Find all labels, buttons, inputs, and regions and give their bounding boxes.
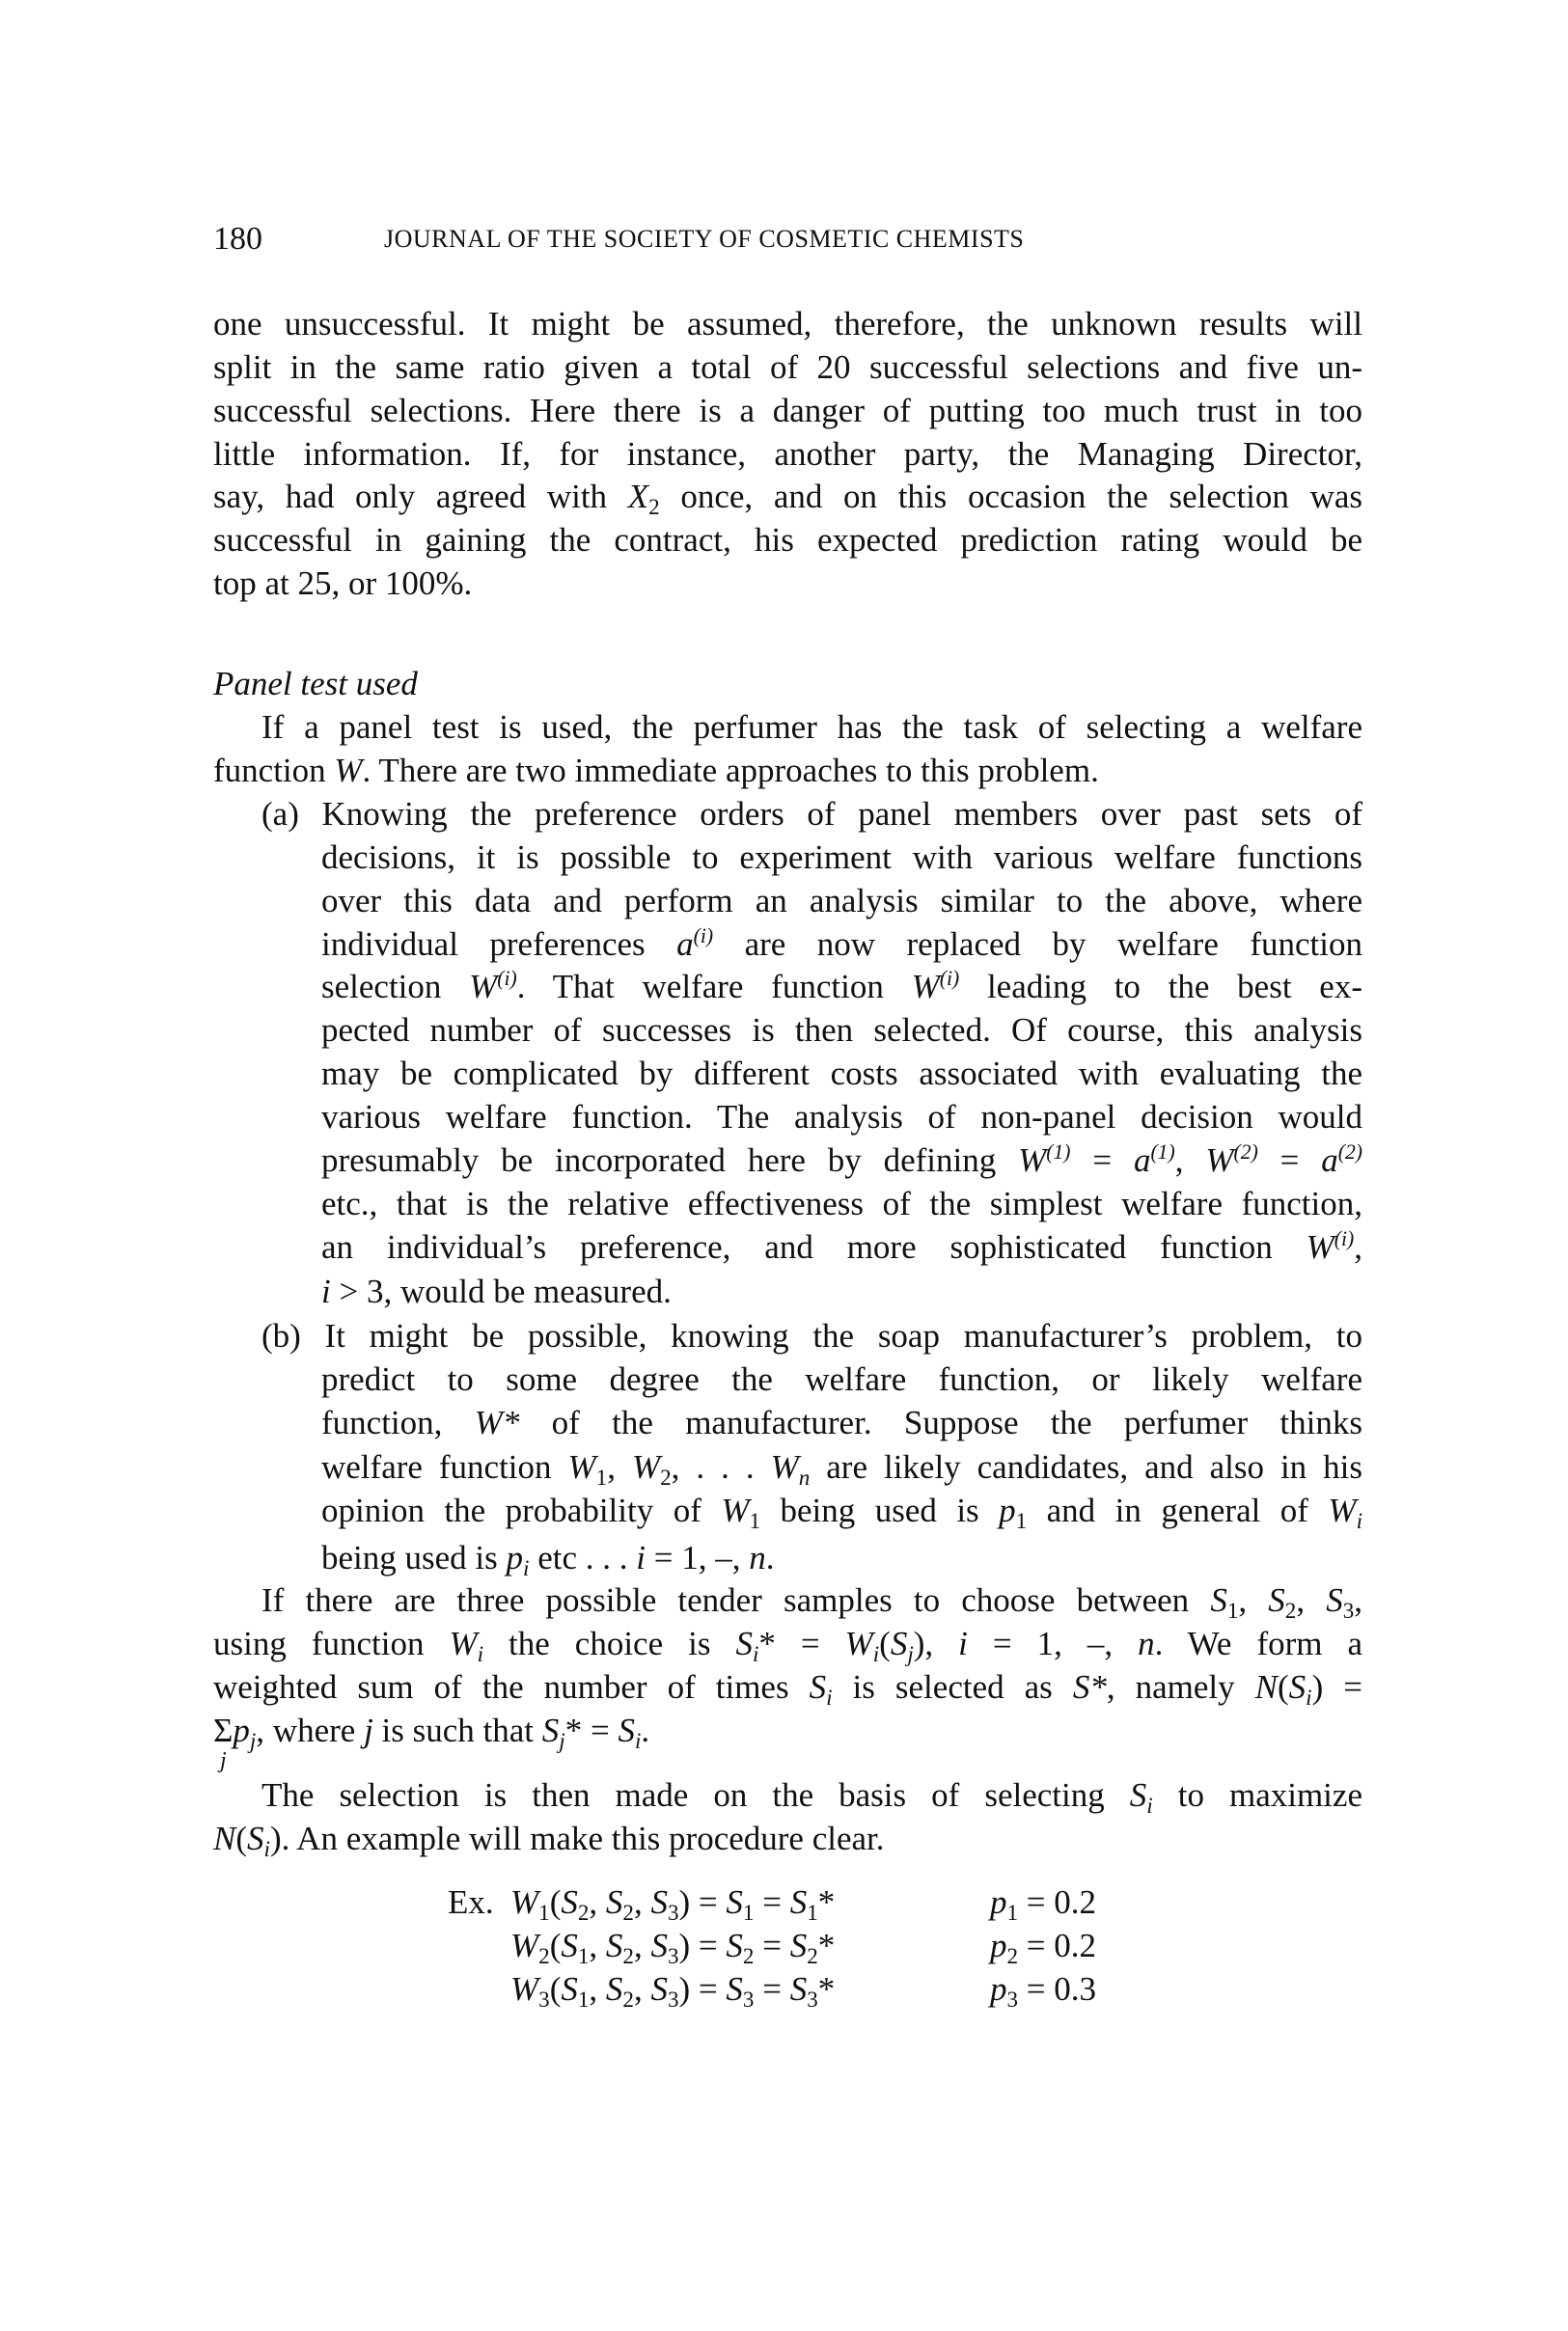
text-run: welfare function: [321, 1448, 568, 1486]
text-run: (1): [1046, 1139, 1071, 1164]
text-run: 2: [1284, 1597, 1297, 1623]
text-run: using function: [213, 1625, 450, 1662]
text-run: 1: [1226, 1597, 1239, 1623]
text-run: *: [817, 1927, 836, 1964]
text-run: 1: [742, 1899, 755, 1925]
text-run: 2: [648, 493, 660, 519]
text-run: W: [1205, 1141, 1234, 1179]
text-run: i: [1146, 1792, 1153, 1818]
text-run: weighted sum of the number of times: [213, 1668, 810, 1706]
text-run: S*: [1072, 1668, 1107, 1706]
text-run: = 1, –,: [645, 1539, 750, 1577]
text-line: [321, 1445, 1362, 1490]
text-run: j: [559, 1727, 565, 1753]
text-run: n: [749, 1539, 766, 1577]
text-line: [213, 1622, 1362, 1666]
section-heading: [213, 662, 1362, 706]
text-run: successful selections. Here there is a danger of putting too much trust in too: [213, 392, 1362, 429]
text-run: =: [1070, 1141, 1134, 1179]
text-run: presumably be incorporated here by defining: [321, 1141, 1019, 1179]
text-run: , namely: [1106, 1668, 1255, 1706]
text-run: 2: [538, 1942, 550, 1968]
text-run: S: [809, 1668, 827, 1706]
text-run: (: [1277, 1668, 1289, 1706]
text-run: (: [879, 1625, 891, 1662]
text-line: [213, 475, 1362, 519]
text-run: W: [510, 1883, 539, 1921]
text-run: 3: [807, 1986, 818, 2012]
text-run: i: [523, 1554, 530, 1580]
text-run: pected number of successes is then selected. Of course, this analysis: [321, 1011, 1362, 1049]
text-run: ),: [913, 1625, 959, 1662]
text-line: [213, 562, 1362, 606]
text-run: 2: [660, 1464, 672, 1490]
text-run: opinion the probability of: [321, 1492, 722, 1529]
text-run: are now replaced by welfare function: [713, 925, 1362, 963]
text-line: [321, 1489, 1362, 1533]
text-run: i: [826, 1684, 833, 1710]
text-line: [321, 1401, 1362, 1445]
text-run: ,: [589, 1883, 606, 1921]
text-run: various welfare function. The analysis of non-panel decision would: [321, 1098, 1362, 1136]
text-run: over this data and perform an analysis similar to the above, where: [321, 882, 1362, 919]
text-run: (i): [497, 966, 517, 990]
text-run: (2): [1337, 1139, 1362, 1164]
text-line: [321, 879, 1362, 923]
text-run: N: [1254, 1668, 1278, 1706]
text-run: W: [567, 1448, 596, 1486]
text-run: (i): [939, 966, 960, 990]
text-run: W: [1018, 1141, 1047, 1179]
text-run: a: [1321, 1141, 1338, 1179]
text-run: i: [958, 1625, 968, 1662]
text-run: S: [1129, 1776, 1147, 1814]
text-run: ,: [633, 1970, 651, 2008]
text-run: =: [754, 1970, 790, 2008]
text-run: ) =: [678, 1883, 727, 1921]
text-run: a: [1133, 1141, 1151, 1179]
text-run: (b) It might be possible, knowing the soap manufacturer’s problem, to: [261, 1317, 1362, 1355]
text-run: 1: [807, 1899, 818, 1925]
text-run: S: [726, 1927, 743, 1964]
text-run: top at 25, or 100%.: [213, 564, 473, 602]
text-run: , where: [256, 1712, 365, 1749]
text-run: 2: [1006, 1942, 1019, 1968]
page-number: 180: [213, 221, 262, 257]
text-run: ) =: [678, 1970, 727, 2008]
text-run: 1: [1015, 1507, 1028, 1533]
text-run: being used is: [321, 1539, 507, 1577]
text-run: 2: [622, 1942, 634, 1968]
example-probability: [990, 1924, 1096, 1968]
text-run: i: [1356, 1507, 1362, 1533]
text-run: S: [890, 1625, 908, 1662]
text-run: 3: [667, 1986, 679, 2012]
text-line: [261, 1773, 1362, 1818]
text-run: W*: [474, 1404, 520, 1441]
text-run: predict to some degree the welfare function, or likely welfare: [321, 1360, 1362, 1398]
text-run: . There are two immediate approaches to this problem.: [362, 752, 1099, 789]
text-run: p: [233, 1712, 250, 1749]
text-run: 2: [742, 1942, 755, 1968]
text-run: ,: [1354, 1228, 1362, 1266]
text-run: W: [770, 1448, 799, 1486]
text-run: leading to the best ex-: [959, 968, 1362, 1005]
text-run: W: [844, 1625, 873, 1662]
text-run: being used is: [760, 1492, 1000, 1529]
text-run: (i): [1334, 1226, 1355, 1250]
text-run: S: [726, 1970, 743, 2008]
text-run: (2): [1233, 1139, 1258, 1164]
text-line: [261, 792, 1362, 836]
text-run: of the manufacturer. Suppose the perfumer thinks: [519, 1404, 1362, 1441]
text-line: [321, 1270, 1362, 1314]
text-run: W: [469, 968, 498, 1005]
text-run: function,: [321, 1404, 475, 1441]
text-run: W: [911, 968, 940, 1005]
text-run: 1: [749, 1507, 761, 1533]
text-run: W: [334, 752, 363, 789]
text-run: p: [990, 1883, 1007, 1921]
text-run: S: [561, 1970, 578, 2008]
text-run: X: [627, 478, 649, 515]
text-run: to maximize: [1152, 1776, 1362, 1814]
text-run: = 0.3: [1018, 1970, 1097, 2008]
text-run: the choice is: [483, 1625, 736, 1662]
text-run: S: [735, 1625, 753, 1662]
text-run: =: [754, 1927, 790, 1964]
text-run: say, had only agreed with: [213, 478, 628, 515]
text-run: ). An example will make this procedure clear.: [269, 1820, 885, 1857]
text-run: 2: [622, 1986, 634, 2012]
text-run: 1: [595, 1464, 608, 1490]
text-run: =: [1257, 1141, 1322, 1179]
text-run: 1: [538, 1899, 550, 1925]
text-run: S: [789, 1927, 808, 1964]
text-run: 1: [577, 1986, 590, 2012]
example-probability: [990, 1967, 1096, 2012]
text-run: successful in gaining the contract, his expected prediction rating would be: [213, 521, 1362, 559]
text-line: [213, 749, 1362, 793]
text-run: (i): [693, 923, 714, 947]
text-run: ,: [1238, 1581, 1269, 1619]
text-run: i: [321, 1273, 331, 1310]
text-run: (: [549, 1970, 562, 2008]
text-run: ) =: [678, 1927, 727, 1964]
text-run: S: [1268, 1581, 1285, 1619]
text-run: p: [999, 1492, 1016, 1529]
text-run: i: [872, 1640, 880, 1666]
text-run: j: [907, 1640, 914, 1666]
text-run: If a panel test is used, the perfumer has the task of selecting a welfare: [261, 708, 1362, 746]
text-run: S: [789, 1970, 808, 2008]
text-run: N: [213, 1820, 236, 1857]
text-run: p: [506, 1539, 524, 1577]
text-run: selection: [321, 968, 470, 1005]
text-run: W: [631, 1448, 661, 1486]
text-run: ,: [1174, 1141, 1206, 1179]
text-run: S: [247, 1820, 264, 1857]
text-run: W: [1306, 1228, 1334, 1266]
text-run: S: [650, 1970, 668, 2008]
text-run: once, and on this occasion the selection was: [659, 478, 1362, 515]
text-run: i: [634, 1727, 642, 1753]
text-run: individual preferences: [321, 925, 677, 963]
text-run: S: [650, 1927, 668, 1964]
text-run: a: [676, 925, 694, 963]
text-run: W: [449, 1625, 478, 1662]
text-run: S: [541, 1712, 560, 1749]
text-run: 1: [577, 1942, 590, 1968]
text-line: [213, 432, 1362, 477]
text-run: Panel test used: [213, 665, 418, 702]
text-run: 1: [1006, 1899, 1019, 1925]
text-run: ,: [633, 1927, 651, 1964]
text-run: etc . . .: [529, 1539, 637, 1577]
text-run: > 3, would be measured.: [330, 1273, 672, 1310]
text-run: .: [765, 1539, 775, 1577]
text-run: W: [510, 1970, 539, 2008]
example-probability: [990, 1880, 1096, 1925]
text-run: . We form a: [1154, 1625, 1362, 1662]
text-run: , . . .: [671, 1448, 771, 1486]
text-line: [321, 1357, 1362, 1402]
text-line: [213, 389, 1362, 433]
text-line: [321, 1008, 1362, 1053]
text-run: .: [641, 1712, 650, 1749]
text-run: (1): [1150, 1139, 1175, 1164]
text-run: 2: [577, 1899, 590, 1925]
text-run: ,: [589, 1927, 606, 1964]
text-run: may be complicated by different costs associated with evaluating the: [321, 1055, 1362, 1092]
text-run: (: [235, 1820, 248, 1857]
text-run: decisions, it is possible to experiment with various welfare functions: [321, 838, 1362, 876]
text-run: p: [990, 1927, 1007, 1964]
text-run: 3: [742, 1986, 755, 2012]
example-label: Ex.: [448, 1883, 494, 1921]
text-run: S: [605, 1927, 623, 1964]
text-run: =: [754, 1883, 790, 1921]
text-line: [321, 836, 1362, 880]
text-run: (: [549, 1883, 562, 1921]
text-line: [213, 1709, 1362, 1753]
text-run: ,: [607, 1448, 632, 1486]
text-run: 3: [1342, 1597, 1355, 1623]
text-run: W: [721, 1492, 750, 1529]
text-run: 3: [538, 1986, 550, 2012]
text-run: little information. If, for instance, another party, the Managing Director,: [213, 435, 1362, 473]
text-run: one unsuccessful. It might be assumed, therefore, the unknown results will: [213, 305, 1362, 343]
text-run: *: [817, 1970, 836, 2008]
example-equation: [510, 1880, 835, 1925]
text-line: [261, 1578, 1362, 1623]
text-line: [213, 302, 1362, 346]
text-run: n: [798, 1464, 811, 1490]
text-run: is such that: [372, 1712, 542, 1749]
text-run: If there are three possible tender samples to choose between: [261, 1581, 1211, 1619]
text-run: * =: [564, 1712, 619, 1749]
text-line: [321, 1536, 1362, 1580]
text-run: = 1, –,: [967, 1625, 1139, 1662]
text-run: ,: [589, 1970, 606, 2008]
text-line: [321, 1138, 1362, 1183]
text-line: [321, 1182, 1362, 1226]
example-equation: [510, 1967, 835, 2012]
text-run: The selection is then made on the basis of selecting: [261, 1776, 1130, 1814]
text-run: S: [605, 1883, 623, 1921]
text-run: an individual’s preference, and more sophisticated function: [321, 1228, 1307, 1266]
text-run: (: [549, 1927, 562, 1964]
text-run: *: [817, 1883, 836, 1921]
text-line: [213, 345, 1362, 390]
text-run: S: [1288, 1668, 1307, 1706]
text-run: i: [477, 1640, 484, 1666]
text-run: function: [213, 752, 335, 789]
text-run: W: [1328, 1492, 1357, 1529]
text-line: [321, 922, 1362, 967]
text-run: i: [263, 1835, 270, 1861]
text-line: [321, 965, 1362, 1009]
text-run: 3: [667, 1942, 679, 1968]
text-line: [213, 1817, 1362, 1861]
text-run: S: [1210, 1581, 1227, 1619]
text-run: = 0.2: [1018, 1883, 1097, 1921]
text-run: S: [789, 1883, 808, 1921]
text-run: W: [510, 1927, 539, 1964]
text-run: . That welfare function: [516, 968, 912, 1005]
text-run: S: [618, 1712, 635, 1749]
text-run: is selected as: [832, 1668, 1073, 1706]
text-run: split in the same ratio given a total of 20 successful selections and five un-: [213, 348, 1362, 386]
example-equation: [510, 1924, 835, 1968]
text-run: ,: [1354, 1581, 1362, 1619]
text-run: S: [605, 1970, 623, 2008]
text-run: (a) Knowing the preference orders of panel members over past sets of: [261, 795, 1362, 833]
text-run: are likely candidates, and also in his: [810, 1448, 1362, 1486]
text-line: [321, 1095, 1362, 1139]
text-run: j: [364, 1712, 373, 1749]
text-line: [321, 1225, 1362, 1270]
text-line: [261, 705, 1362, 750]
text-run: j: [249, 1727, 257, 1753]
text-run: S: [561, 1927, 578, 1964]
text-run: ,: [633, 1883, 651, 1921]
text-run: S: [1326, 1581, 1343, 1619]
text-line: [261, 1314, 1362, 1358]
text-run: etc., that is the relative effectiveness of the simplest welfare function,: [321, 1185, 1362, 1222]
running-header: JOURNAL OF THE SOCIETY OF COSMETIC CHEMISTS: [384, 225, 1025, 253]
text-run: ,: [1296, 1581, 1327, 1619]
text-line: [321, 1052, 1362, 1096]
text-run: 3: [1006, 1986, 1019, 2012]
text-run: 2: [807, 1942, 818, 1968]
text-run: = 0.2: [1018, 1927, 1097, 1964]
text-run: 3: [667, 1899, 679, 1925]
text-run: 2: [622, 1899, 634, 1925]
text-run: * =: [758, 1625, 845, 1662]
text-run: and in general of: [1027, 1492, 1329, 1529]
text-run: i: [752, 1640, 759, 1666]
text-run: S: [726, 1883, 743, 1921]
text-line: [213, 518, 1362, 562]
text-run: S: [561, 1883, 578, 1921]
text-run: Σ: [213, 1712, 234, 1749]
text-run: S: [650, 1883, 668, 1921]
text-run: ) =: [1311, 1668, 1362, 1706]
sum-index: j: [220, 1748, 227, 1773]
text-line: [213, 1665, 1362, 1710]
text-run: i: [1306, 1684, 1312, 1710]
text-run: n: [1138, 1625, 1155, 1662]
text-run: i: [636, 1539, 646, 1577]
text-run: p: [990, 1970, 1007, 2008]
